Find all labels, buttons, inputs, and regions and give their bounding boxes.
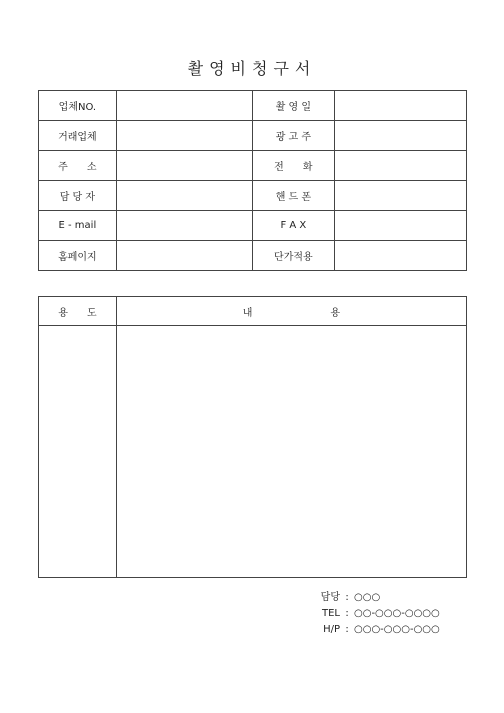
tel-value: ○○-○○○-○○○○ <box>354 608 440 619</box>
info-row-email <box>39 211 467 241</box>
info-row-address <box>39 151 467 181</box>
info-row-contact-person <box>39 181 467 211</box>
info-row-client <box>39 121 467 151</box>
hp-row <box>300 622 440 638</box>
email-label: E - mail <box>39 211 117 241</box>
mobile-label: 핸 드 폰 <box>252 181 334 211</box>
content-header-part-2: 용 <box>330 307 341 319</box>
client-company-field[interactable] <box>116 121 252 151</box>
info-row-homepage <box>39 241 467 271</box>
hp-value: ○○○-○○○-○○○ <box>354 624 440 635</box>
unit-price-field[interactable] <box>334 241 466 271</box>
content-field[interactable] <box>116 326 466 578</box>
tel-label: TEL <box>322 608 340 619</box>
email-field[interactable] <box>116 211 252 241</box>
tel-separator: : <box>345 608 349 619</box>
fax-label: F A X <box>252 211 334 241</box>
advertiser-field[interactable] <box>334 121 466 151</box>
phone-label: 전 화 <box>252 151 334 181</box>
document-title: 촬영비청구서 <box>187 59 317 78</box>
phone-field[interactable] <box>334 151 466 181</box>
info-table <box>38 90 467 271</box>
info-row-company-no <box>39 91 467 121</box>
client-company-label: 거래업체 <box>39 121 117 151</box>
contact-person-label: 담 당 자 <box>39 181 117 211</box>
manager-separator: : <box>345 592 349 603</box>
content-table <box>38 296 467 578</box>
address-field[interactable] <box>116 151 252 181</box>
use-field[interactable] <box>39 326 117 578</box>
advertiser-label: 광 고 주 <box>252 121 334 151</box>
homepage-field[interactable] <box>116 241 252 271</box>
fax-field[interactable] <box>334 211 466 241</box>
contact-block <box>300 590 440 638</box>
shoot-date-field[interactable] <box>334 91 466 121</box>
content-header <box>116 297 466 326</box>
tel-row <box>300 606 440 622</box>
hp-label: H/P <box>323 624 340 635</box>
content-header-part-1: 내 <box>242 307 253 319</box>
company-no-field[interactable] <box>116 91 252 121</box>
company-no-label: 업체NO. <box>39 91 117 121</box>
manager-value: ○○○ <box>354 592 381 603</box>
content-header-row <box>39 297 467 326</box>
manager-label: 담당 <box>320 592 340 603</box>
use-header: 용 도 <box>39 297 117 326</box>
address-label: 주 소 <box>39 151 117 181</box>
manager-row <box>300 590 440 606</box>
contact-person-field[interactable] <box>116 181 252 211</box>
shoot-date-label: 촬 영 일 <box>252 91 334 121</box>
homepage-label: 홈페이지 <box>39 241 117 271</box>
content-body-row <box>39 326 467 578</box>
mobile-field[interactable] <box>334 181 466 211</box>
unit-price-label: 단가적용 <box>252 241 334 271</box>
hp-separator: : <box>345 624 349 635</box>
